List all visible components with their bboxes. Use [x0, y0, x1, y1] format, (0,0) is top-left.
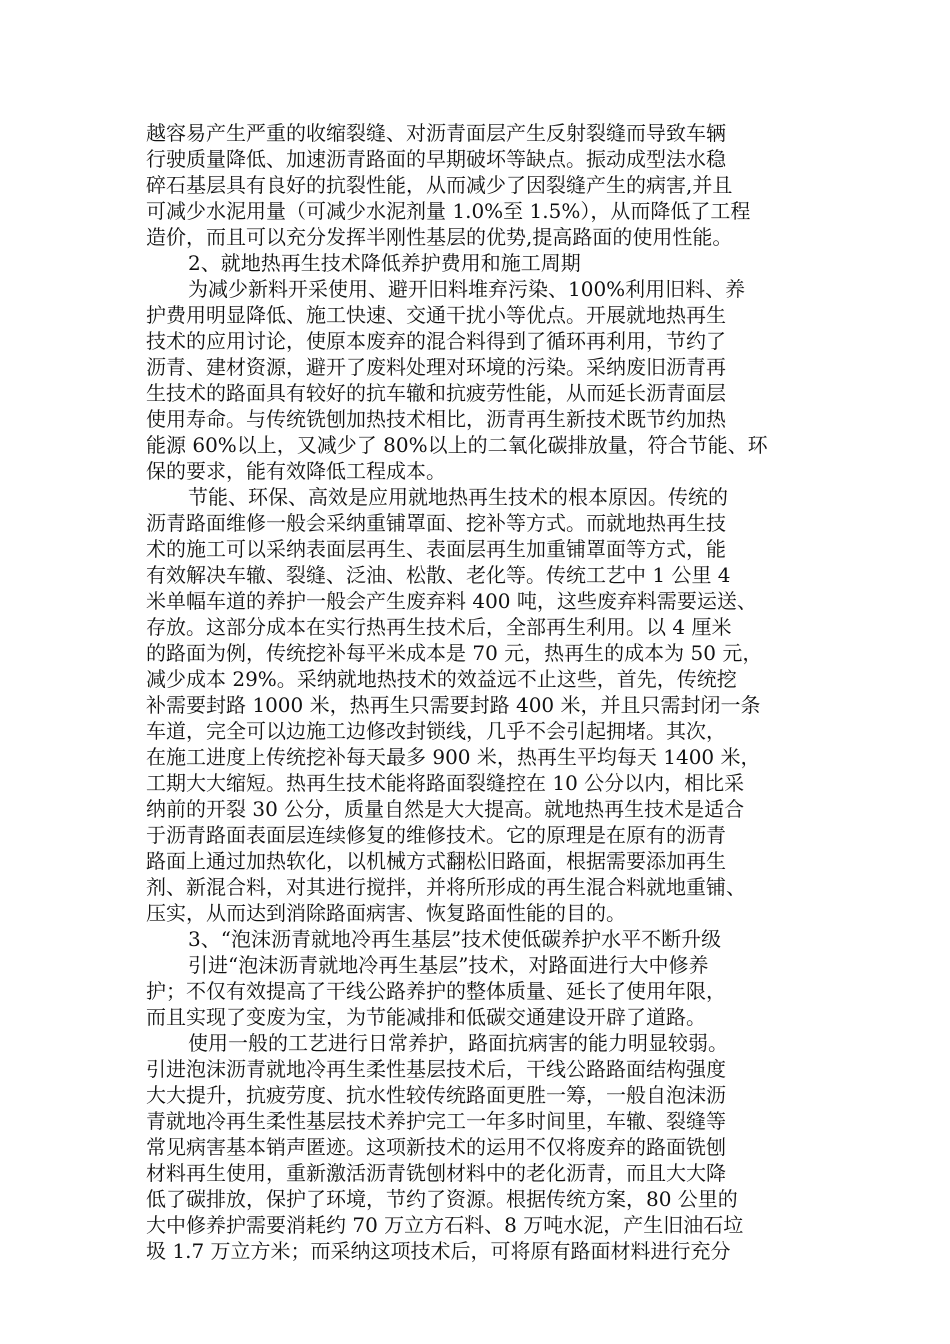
text-line: 沥青、建材资源，避开了废料处理对环境的污染。采纳废旧沥青再: [146, 355, 726, 379]
text-line: 技术的应用讨论，使原本废弃的混合料得到了循环再利用，节约了: [146, 329, 726, 353]
text-line: 材料再生使用，重新激活沥青铣刨材料中的老化沥青，而且大大降: [146, 1161, 726, 1185]
text-line: 压实，从而达到消除路面病害、恢复路面性能的目的。: [146, 901, 626, 925]
text-line: 常见病害基本销声匿迹。这项新技术的运用不仅将废弃的路面铣刨: [146, 1135, 726, 1159]
text-line: 术的施工可以采纳表面层再生、表面层再生加重铺罩面等方式，能: [146, 537, 726, 561]
text-line: 3、“泡沫沥青就地冷再生基层”技术使低碳养护水平不断升级: [188, 927, 722, 951]
text-line: 剂、新混合料，对其进行搅拌，并将所形成的再生混合料就地重铺、: [146, 875, 746, 899]
text-line: 青就地冷再生柔性基层技术养护完工一年多时间里，车辙、裂缝等: [146, 1109, 726, 1133]
text-line: 行驶质量降低、加速沥青路面的早期破坏等缺点。振动成型法水稳: [146, 147, 726, 171]
text-line: 圾 1.7 万立方米；而采纳这项技术后，可将原有路面材料进行充分: [146, 1239, 731, 1263]
text-line: 米单幅车道的养护一般会产生废弃料 400 吨，这些废弃料需要运送、: [146, 589, 757, 613]
document-body: [146, 120, 806, 1264]
text-line: 大大提升，抗疲劳度、抗水性较传统路面更胜一筹，一般自泡沫沥: [146, 1083, 726, 1107]
text-line: 低了碳排放，保护了环境，节约了资源。根据传统方案，80 公里的: [146, 1187, 738, 1211]
text-line: 为减少新料开采使用、避开旧料堆弃污染、100%利用旧料、养: [188, 277, 746, 301]
text-line: 节能、环保、高效是应用就地热再生技术的根本原因。传统的: [188, 485, 728, 509]
text-line: 可减少水泥用量（可减少水泥剂量 1.0%至 1.5%），从而降低了工程: [146, 199, 751, 223]
text-line: 沥青路面维修一般会采纳重铺罩面、挖补等方式。而就地热再生技: [146, 511, 726, 535]
text-line: 生技术的路面具有较好的抗车辙和抗疲劳性能，从而延长沥青面层: [146, 381, 726, 405]
text-line: 造价，而且可以充分发挥半刚性基层的优势,提高路面的使用性能。: [146, 225, 733, 249]
text-line: 碎石基层具有良好的抗裂性能，从而减少了因裂缝产生的病害,并且: [146, 173, 733, 197]
text-line: 2、就地热再生技术降低养护费用和施工周期: [188, 251, 581, 275]
text-line: 越容易产生严重的收缩裂缝、对沥青面层产生反射裂缝而导致车辆: [146, 121, 726, 145]
text-line: 引进泡沫沥青就地冷再生柔性基层技术后，干线公路路面结构强度: [146, 1057, 726, 1081]
text-line: 路面上通过加热软化，以机械方式翻松旧路面，根据需要添加再生: [146, 849, 726, 873]
text-line: 而且实现了变废为宝，为节能减排和低碳交通建设开辟了道路。: [146, 1005, 706, 1029]
text-line: 在施工进度上传统挖补每天最多 900 米，热再生平均每天 1400 米，: [146, 745, 761, 769]
text-line: 引进“泡沫沥青就地冷再生基层”技术，对路面进行大中修养: [188, 953, 709, 977]
text-line: 车道，完全可以边施工边修改封锁线，几乎不会引起拥堵。其次，: [146, 719, 726, 743]
text-line: 有效解决车辙、裂缝、泛油、松散、老化等。传统工艺中 1 公里 4: [146, 563, 731, 587]
text-line: 使用一般的工艺进行日常养护，路面抗病害的能力明显较弱。: [188, 1031, 728, 1055]
text-line: 于沥青路面表面层连续修复的维修技术。它的原理是在原有的沥青: [146, 823, 726, 847]
text-line: 的路面为例，传统挖补每平米成本是 70 元，热再生的成本为 50 元，: [146, 641, 763, 665]
text-line: 护；不仅有效提高了干线公路养护的整体质量、延长了使用年限，: [146, 979, 726, 1003]
text-line: 减少成本 29%。采纳就地热技术的效益远不止这些，首先，传统挖: [146, 667, 737, 691]
text-line: 能源 60%以上，又减少了 80%以上的二氧化碳排放量，符合节能、环: [146, 433, 768, 457]
text-line: 保的要求，能有效降低工程成本。: [146, 459, 446, 483]
text-line: 补需要封路 1000 米，热再生只需要封路 400 米，并且只需封闭一条: [146, 693, 761, 717]
text-line: 存放。这部分成本在实行热再生技术后，全部再生利用。以 4 厘米: [146, 615, 732, 639]
text-line: 工期大大缩短。热再生技术能将路面裂缝控在 10 公分以内，相比采: [146, 771, 745, 795]
text-line: 使用寿命。与传统铣刨加热技术相比，沥青再生新技术既节约加热: [146, 407, 726, 431]
text-line: 纳前的开裂 30 公分，质量自然是大大提高。就地热再生技术是适合: [146, 797, 745, 821]
text-line: 大中修养护需要消耗约 70 万立方石料、8 万吨水泥，产生旧油石垃: [146, 1213, 744, 1237]
text-line: 护费用明显降低、施工快速、交通干扰小等优点。开展就地热再生: [146, 303, 726, 327]
